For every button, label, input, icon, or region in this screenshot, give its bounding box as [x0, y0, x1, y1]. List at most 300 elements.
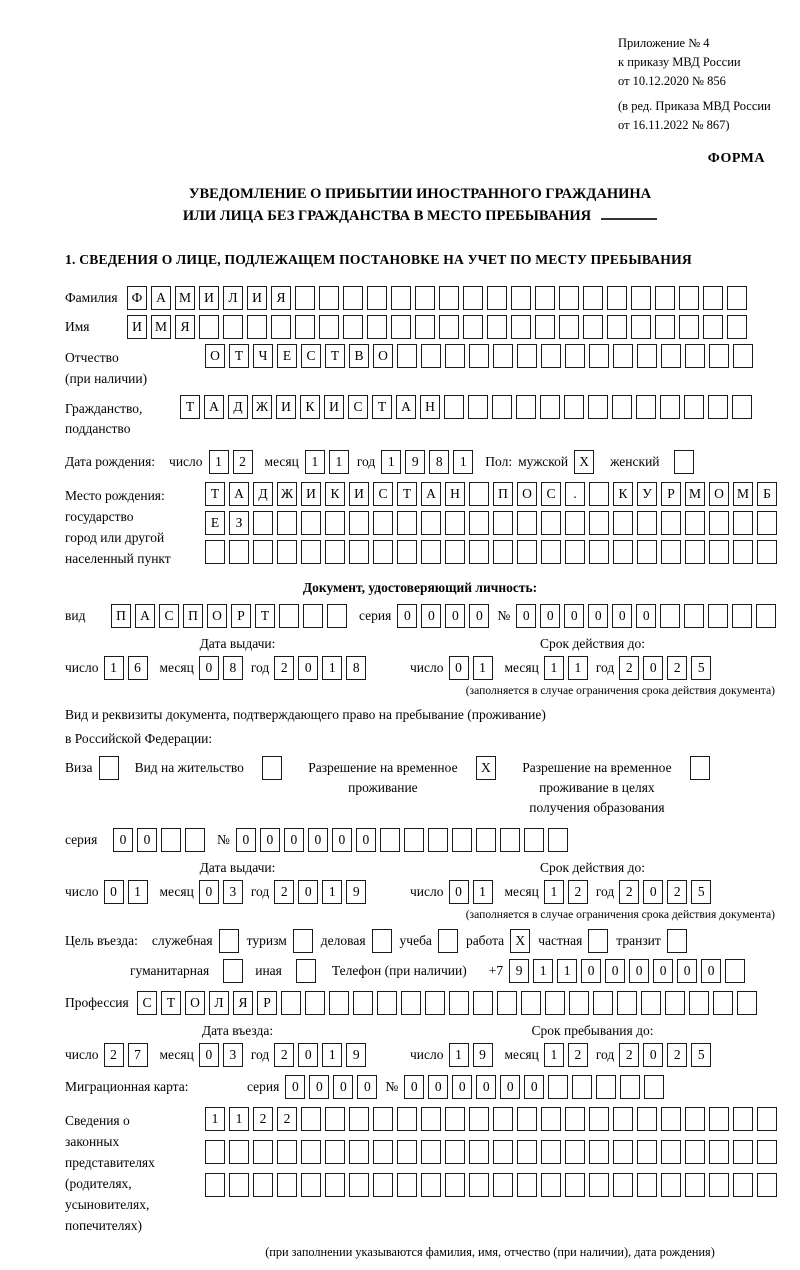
char-cell[interactable]: Ж	[252, 395, 272, 419]
char-cell[interactable]: 1	[533, 959, 553, 983]
char-cell[interactable]	[583, 315, 603, 339]
char-cell[interactable]	[661, 540, 681, 564]
char-cell[interactable]	[391, 315, 411, 339]
char-cell[interactable]: Т	[161, 991, 181, 1015]
char-cell[interactable]: 9	[346, 1043, 366, 1067]
char-cell[interactable]	[463, 286, 483, 310]
char-cell[interactable]: И	[276, 395, 296, 419]
char-cell[interactable]: П	[493, 482, 513, 506]
char-cell[interactable]: О	[709, 482, 729, 506]
char-cell[interactable]	[421, 1107, 441, 1131]
char-cell[interactable]	[613, 1140, 633, 1164]
char-cell[interactable]	[497, 991, 517, 1015]
char-cell[interactable]: Ж	[277, 482, 297, 506]
char-cell[interactable]: А	[135, 604, 155, 628]
sex-male-checkbox[interactable]: X	[574, 450, 594, 474]
char-cell[interactable]: 2	[277, 1107, 297, 1131]
char-cell[interactable]	[421, 344, 441, 368]
char-cell[interactable]	[613, 540, 633, 564]
purpose-commercial-checkbox[interactable]	[372, 929, 392, 953]
char-cell[interactable]	[613, 344, 633, 368]
char-cell[interactable]	[500, 828, 520, 852]
char-cell[interactable]	[397, 540, 417, 564]
char-cell[interactable]	[589, 511, 609, 535]
char-cell[interactable]: Л	[209, 991, 229, 1015]
char-cell[interactable]	[325, 540, 345, 564]
char-cell[interactable]: Я	[233, 991, 253, 1015]
char-cell[interactable]: Т	[205, 482, 225, 506]
char-cell[interactable]	[713, 991, 733, 1015]
char-cell[interactable]	[709, 344, 729, 368]
char-cell[interactable]: 0	[308, 828, 328, 852]
char-cell[interactable]: 0	[605, 959, 625, 983]
char-cell[interactable]	[428, 828, 448, 852]
char-cell[interactable]	[319, 315, 339, 339]
char-cell[interactable]	[541, 1140, 561, 1164]
char-cell[interactable]: 2	[253, 1107, 273, 1131]
char-cell[interactable]: Я	[175, 315, 195, 339]
char-cell[interactable]	[301, 1140, 321, 1164]
char-cell[interactable]	[444, 395, 464, 419]
char-cell[interactable]: 2	[667, 656, 687, 680]
char-cell[interactable]	[199, 315, 219, 339]
char-cell[interactable]: 0	[452, 1075, 472, 1099]
char-cell[interactable]	[644, 1075, 664, 1099]
char-cell[interactable]: М	[733, 482, 753, 506]
char-cell[interactable]	[493, 1140, 513, 1164]
char-cell[interactable]	[521, 991, 541, 1015]
char-cell[interactable]: Д	[253, 482, 273, 506]
char-cell[interactable]	[468, 395, 488, 419]
char-cell[interactable]	[757, 511, 777, 535]
char-cell[interactable]: 1	[544, 1043, 564, 1067]
rvp-edu-checkbox[interactable]	[690, 756, 710, 780]
char-cell[interactable]: Ч	[253, 344, 273, 368]
char-cell[interactable]	[205, 540, 225, 564]
char-cell[interactable]	[229, 540, 249, 564]
char-cell[interactable]	[733, 1173, 753, 1197]
char-cell[interactable]: О	[207, 604, 227, 628]
char-cell[interactable]	[703, 286, 723, 310]
char-cell[interactable]	[279, 604, 299, 628]
char-cell[interactable]	[613, 1107, 633, 1131]
char-cell[interactable]: 2	[274, 656, 294, 680]
char-cell[interactable]: А	[396, 395, 416, 419]
char-cell[interactable]	[661, 1140, 681, 1164]
char-cell[interactable]: Т	[180, 395, 200, 419]
char-cell[interactable]: К	[300, 395, 320, 419]
char-cell[interactable]: 6	[128, 656, 148, 680]
char-cell[interactable]	[685, 1173, 705, 1197]
char-cell[interactable]	[607, 286, 627, 310]
char-cell[interactable]	[559, 286, 579, 310]
char-cell[interactable]	[589, 540, 609, 564]
char-cell[interactable]: О	[205, 344, 225, 368]
char-cell[interactable]: Т	[372, 395, 392, 419]
char-cell[interactable]: 7	[128, 1043, 148, 1067]
char-cell[interactable]	[493, 1173, 513, 1197]
char-cell[interactable]	[757, 1107, 777, 1131]
char-cell[interactable]	[319, 286, 339, 310]
char-cell[interactable]: 0	[643, 1043, 663, 1067]
char-cell[interactable]: 1	[322, 880, 342, 904]
char-cell[interactable]: 3	[223, 880, 243, 904]
char-cell[interactable]	[733, 511, 753, 535]
char-cell[interactable]	[373, 1140, 393, 1164]
char-cell[interactable]: А	[204, 395, 224, 419]
char-cell[interactable]: 2	[667, 1043, 687, 1067]
char-cell[interactable]: Т	[397, 482, 417, 506]
char-cell[interactable]	[301, 540, 321, 564]
char-cell[interactable]: 1	[104, 656, 124, 680]
char-cell[interactable]: 0	[397, 604, 417, 628]
char-cell[interactable]	[445, 1107, 465, 1131]
char-cell[interactable]	[708, 604, 728, 628]
char-cell[interactable]	[596, 1075, 616, 1099]
char-cell[interactable]: .	[565, 482, 585, 506]
char-cell[interactable]	[487, 286, 507, 310]
char-cell[interactable]: 1	[329, 450, 349, 474]
char-cell[interactable]	[641, 991, 661, 1015]
char-cell[interactable]: 0	[445, 604, 465, 628]
char-cell[interactable]: Н	[445, 482, 465, 506]
char-cell[interactable]: 2	[619, 880, 639, 904]
char-cell[interactable]: 0	[260, 828, 280, 852]
char-cell[interactable]: 0	[298, 656, 318, 680]
char-cell[interactable]: М	[175, 286, 195, 310]
char-cell[interactable]	[445, 1140, 465, 1164]
char-cell[interactable]	[349, 511, 369, 535]
char-cell[interactable]: Н	[420, 395, 440, 419]
char-cell[interactable]	[425, 991, 445, 1015]
char-cell[interactable]	[301, 1173, 321, 1197]
char-cell[interactable]	[732, 604, 752, 628]
char-cell[interactable]: 1	[544, 880, 564, 904]
char-cell[interactable]	[343, 315, 363, 339]
char-cell[interactable]: Д	[228, 395, 248, 419]
char-cell[interactable]: 2	[568, 880, 588, 904]
char-cell[interactable]: Т	[229, 344, 249, 368]
char-cell[interactable]	[679, 286, 699, 310]
char-cell[interactable]	[637, 540, 657, 564]
char-cell[interactable]: 8	[429, 450, 449, 474]
char-cell[interactable]	[511, 315, 531, 339]
char-cell[interactable]	[565, 511, 585, 535]
char-cell[interactable]	[548, 828, 568, 852]
char-cell[interactable]: 0	[612, 604, 632, 628]
char-cell[interactable]	[565, 1107, 585, 1131]
char-cell[interactable]	[253, 1173, 273, 1197]
char-cell[interactable]	[493, 1107, 513, 1131]
char-cell[interactable]: 0	[643, 656, 663, 680]
char-cell[interactable]	[709, 1140, 729, 1164]
char-cell[interactable]	[524, 828, 544, 852]
char-cell[interactable]: Л	[223, 286, 243, 310]
char-cell[interactable]: Я	[271, 286, 291, 310]
char-cell[interactable]: 0	[199, 1043, 219, 1067]
char-cell[interactable]	[661, 1107, 681, 1131]
char-cell[interactable]	[415, 286, 435, 310]
char-cell[interactable]: 0	[356, 828, 376, 852]
char-cell[interactable]	[589, 344, 609, 368]
char-cell[interactable]	[325, 511, 345, 535]
char-cell[interactable]: О	[517, 482, 537, 506]
char-cell[interactable]	[397, 344, 417, 368]
char-cell[interactable]: 8	[223, 656, 243, 680]
char-cell[interactable]: 0	[540, 604, 560, 628]
char-cell[interactable]: Р	[257, 991, 277, 1015]
char-cell[interactable]	[709, 1173, 729, 1197]
char-cell[interactable]	[684, 604, 704, 628]
char-cell[interactable]	[733, 344, 753, 368]
char-cell[interactable]	[685, 344, 705, 368]
char-cell[interactable]	[327, 604, 347, 628]
char-cell[interactable]	[589, 1173, 609, 1197]
char-cell[interactable]: 0	[500, 1075, 520, 1099]
char-cell[interactable]: И	[199, 286, 219, 310]
char-cell[interactable]: 9	[346, 880, 366, 904]
char-cell[interactable]	[757, 540, 777, 564]
char-cell[interactable]: 0	[332, 828, 352, 852]
visa-checkbox[interactable]	[99, 756, 119, 780]
char-cell[interactable]	[612, 395, 632, 419]
char-cell[interactable]: 0	[677, 959, 697, 983]
char-cell[interactable]: 1	[128, 880, 148, 904]
char-cell[interactable]: 0	[357, 1075, 377, 1099]
char-cell[interactable]	[517, 511, 537, 535]
char-cell[interactable]	[564, 395, 584, 419]
char-cell[interactable]	[733, 540, 753, 564]
char-cell[interactable]	[613, 511, 633, 535]
char-cell[interactable]: 0	[516, 604, 536, 628]
char-cell[interactable]	[661, 344, 681, 368]
char-cell[interactable]	[452, 828, 472, 852]
char-cell[interactable]	[620, 1075, 640, 1099]
char-cell[interactable]: 2	[667, 880, 687, 904]
char-cell[interactable]	[565, 344, 585, 368]
char-cell[interactable]	[689, 991, 709, 1015]
char-cell[interactable]	[205, 1173, 225, 1197]
char-cell[interactable]	[404, 828, 424, 852]
char-cell[interactable]	[469, 1173, 489, 1197]
char-cell[interactable]: 0	[199, 656, 219, 680]
char-cell[interactable]: 2	[233, 450, 253, 474]
char-cell[interactable]: 9	[405, 450, 425, 474]
char-cell[interactable]	[637, 1173, 657, 1197]
char-cell[interactable]: Ф	[127, 286, 147, 310]
char-cell[interactable]	[367, 286, 387, 310]
char-cell[interactable]: 0	[104, 880, 124, 904]
char-cell[interactable]: Т	[325, 344, 345, 368]
char-cell[interactable]	[295, 315, 315, 339]
char-cell[interactable]	[565, 540, 585, 564]
char-cell[interactable]	[325, 1140, 345, 1164]
char-cell[interactable]	[517, 1173, 537, 1197]
char-cell[interactable]	[613, 1173, 633, 1197]
char-cell[interactable]: 0	[581, 959, 601, 983]
char-cell[interactable]: 0	[236, 828, 256, 852]
char-cell[interactable]	[373, 511, 393, 535]
char-cell[interactable]	[631, 286, 651, 310]
char-cell[interactable]: 0	[524, 1075, 544, 1099]
char-cell[interactable]: 0	[298, 1043, 318, 1067]
char-cell[interactable]	[303, 604, 323, 628]
char-cell[interactable]: 0	[653, 959, 673, 983]
char-cell[interactable]	[473, 991, 493, 1015]
char-cell[interactable]	[517, 1140, 537, 1164]
char-cell[interactable]: 0	[113, 828, 133, 852]
char-cell[interactable]: 8	[346, 656, 366, 680]
char-cell[interactable]: 2	[104, 1043, 124, 1067]
char-cell[interactable]	[271, 315, 291, 339]
char-cell[interactable]	[588, 395, 608, 419]
char-cell[interactable]: 1	[449, 1043, 469, 1067]
char-cell[interactable]	[463, 315, 483, 339]
char-cell[interactable]	[493, 540, 513, 564]
char-cell[interactable]	[685, 540, 705, 564]
char-cell[interactable]	[684, 395, 704, 419]
char-cell[interactable]	[655, 286, 675, 310]
char-cell[interactable]: Р	[231, 604, 251, 628]
char-cell[interactable]	[703, 315, 723, 339]
char-cell[interactable]	[277, 511, 297, 535]
char-cell[interactable]	[617, 991, 637, 1015]
char-cell[interactable]: У	[637, 482, 657, 506]
char-cell[interactable]: 0	[421, 604, 441, 628]
char-cell[interactable]	[305, 991, 325, 1015]
char-cell[interactable]	[277, 540, 297, 564]
char-cell[interactable]	[493, 511, 513, 535]
char-cell[interactable]: 2	[274, 1043, 294, 1067]
char-cell[interactable]: С	[348, 395, 368, 419]
char-cell[interactable]	[709, 540, 729, 564]
char-cell[interactable]	[637, 344, 657, 368]
char-cell[interactable]	[589, 482, 609, 506]
char-cell[interactable]	[277, 1173, 297, 1197]
char-cell[interactable]: 1	[322, 1043, 342, 1067]
char-cell[interactable]	[709, 511, 729, 535]
char-cell[interactable]	[660, 604, 680, 628]
char-cell[interactable]	[343, 286, 363, 310]
char-cell[interactable]: 0	[643, 880, 663, 904]
char-cell[interactable]	[492, 395, 512, 419]
char-cell[interactable]	[548, 1075, 568, 1099]
char-cell[interactable]: П	[111, 604, 131, 628]
char-cell[interactable]	[732, 395, 752, 419]
char-cell[interactable]	[607, 315, 627, 339]
rvp-checkbox[interactable]: X	[476, 756, 496, 780]
char-cell[interactable]	[541, 540, 561, 564]
purpose-private-checkbox[interactable]	[588, 929, 608, 953]
char-cell[interactable]	[541, 511, 561, 535]
char-cell[interactable]: 1	[205, 1107, 225, 1131]
char-cell[interactable]: 0	[564, 604, 584, 628]
char-cell[interactable]	[367, 315, 387, 339]
char-cell[interactable]	[391, 286, 411, 310]
char-cell[interactable]: 9	[473, 1043, 493, 1067]
char-cell[interactable]: И	[127, 315, 147, 339]
char-cell[interactable]	[373, 540, 393, 564]
char-cell[interactable]	[281, 991, 301, 1015]
sex-female-checkbox[interactable]	[674, 450, 694, 474]
char-cell[interactable]: И	[324, 395, 344, 419]
char-cell[interactable]	[377, 991, 397, 1015]
char-cell[interactable]: П	[183, 604, 203, 628]
char-cell[interactable]	[535, 286, 555, 310]
char-cell[interactable]: К	[613, 482, 633, 506]
char-cell[interactable]	[373, 1173, 393, 1197]
char-cell[interactable]: 1	[229, 1107, 249, 1131]
char-cell[interactable]	[637, 1140, 657, 1164]
char-cell[interactable]: И	[301, 482, 321, 506]
char-cell[interactable]: 1	[544, 656, 564, 680]
char-cell[interactable]	[185, 828, 205, 852]
char-cell[interactable]	[469, 511, 489, 535]
char-cell[interactable]	[727, 286, 747, 310]
char-cell[interactable]: 5	[691, 656, 711, 680]
char-cell[interactable]	[445, 540, 465, 564]
char-cell[interactable]	[572, 1075, 592, 1099]
char-cell[interactable]	[421, 1173, 441, 1197]
char-cell[interactable]	[445, 1173, 465, 1197]
char-cell[interactable]: 0	[636, 604, 656, 628]
char-cell[interactable]	[325, 1173, 345, 1197]
char-cell[interactable]: 1	[322, 656, 342, 680]
char-cell[interactable]	[757, 1173, 777, 1197]
char-cell[interactable]: Р	[661, 482, 681, 506]
char-cell[interactable]	[380, 828, 400, 852]
char-cell[interactable]	[708, 395, 728, 419]
char-cell[interactable]	[589, 1140, 609, 1164]
char-cell[interactable]	[397, 1140, 417, 1164]
char-cell[interactable]: 0	[404, 1075, 424, 1099]
char-cell[interactable]: А	[229, 482, 249, 506]
char-cell[interactable]: И	[247, 286, 267, 310]
char-cell[interactable]: 0	[284, 828, 304, 852]
purpose-work-checkbox[interactable]: X	[510, 929, 530, 953]
char-cell[interactable]: 0	[285, 1075, 305, 1099]
char-cell[interactable]	[685, 1107, 705, 1131]
char-cell[interactable]	[593, 991, 613, 1015]
char-cell[interactable]: 1	[381, 450, 401, 474]
char-cell[interactable]	[737, 991, 757, 1015]
char-cell[interactable]	[685, 511, 705, 535]
char-cell[interactable]	[517, 1107, 537, 1131]
char-cell[interactable]	[421, 511, 441, 535]
char-cell[interactable]	[445, 344, 465, 368]
char-cell[interactable]: 0	[469, 604, 489, 628]
char-cell[interactable]: 1	[453, 450, 473, 474]
char-cell[interactable]: Т	[255, 604, 275, 628]
char-cell[interactable]: С	[137, 991, 157, 1015]
char-cell[interactable]	[253, 511, 273, 535]
char-cell[interactable]	[349, 1107, 369, 1131]
char-cell[interactable]	[421, 540, 441, 564]
char-cell[interactable]: С	[159, 604, 179, 628]
char-cell[interactable]	[709, 1107, 729, 1131]
char-cell[interactable]	[636, 395, 656, 419]
char-cell[interactable]: Б	[757, 482, 777, 506]
char-cell[interactable]: 0	[588, 604, 608, 628]
char-cell[interactable]: 0	[428, 1075, 448, 1099]
char-cell[interactable]: Е	[277, 344, 297, 368]
char-cell[interactable]	[583, 286, 603, 310]
char-cell[interactable]	[679, 315, 699, 339]
char-cell[interactable]	[469, 1107, 489, 1131]
char-cell[interactable]	[397, 1173, 417, 1197]
char-cell[interactable]: 9	[509, 959, 529, 983]
char-cell[interactable]: 0	[476, 1075, 496, 1099]
